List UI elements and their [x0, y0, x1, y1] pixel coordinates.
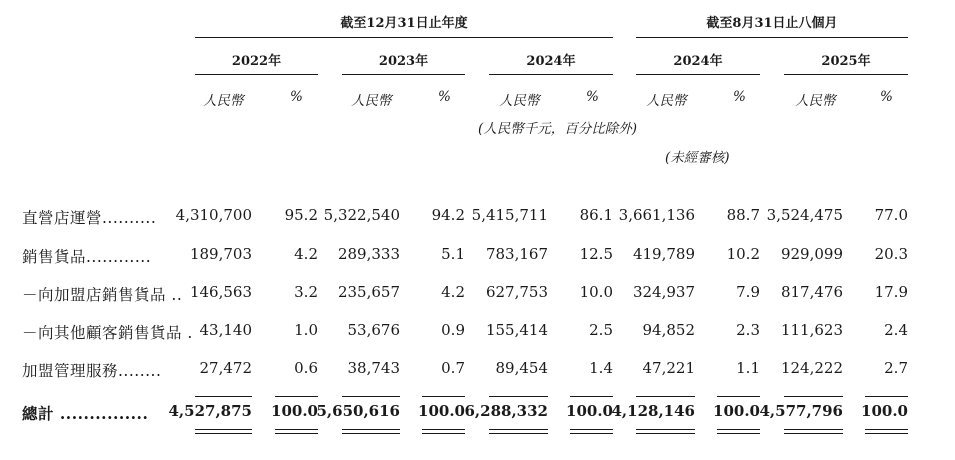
- year-header-2023: 2023年: [378, 54, 429, 69]
- total-rule: [570, 396, 613, 397]
- table-row-value: 3.2: [294, 283, 318, 301]
- total-rule: [342, 429, 400, 430]
- year-header-2022: 2022年: [231, 54, 282, 69]
- year-header-2024: 2024年: [526, 54, 576, 69]
- col-pct-2024: %: [586, 89, 599, 105]
- table-row-value: 5,415,711: [471, 206, 548, 224]
- header-fiscal-year-rule: [195, 37, 613, 38]
- table-row-value: 4,310,700: [175, 206, 252, 224]
- total-rule: [489, 429, 548, 430]
- col-pct-2025-8m: %: [880, 89, 893, 105]
- total-rule: [489, 396, 548, 397]
- table-row-value: 1.1: [736, 359, 760, 377]
- table-row-value: 94,852: [642, 321, 695, 339]
- total-row-label: 總計 ...............: [22, 404, 149, 423]
- header-eight-months: 截至8月31日止八個月: [706, 16, 838, 31]
- table-row-value: 1.0: [294, 321, 318, 339]
- year-rule-2022: [195, 74, 318, 75]
- total-row-value: 5,650,616: [316, 402, 400, 420]
- table-row-value: 17.9: [874, 283, 908, 301]
- table-row-value: 2.3: [736, 321, 760, 339]
- table-row-value: 124,222: [780, 359, 843, 377]
- table-row-label: 直營店運營..........: [22, 209, 157, 227]
- unit-note: (人民幣千元，百分比除外): [478, 121, 638, 137]
- table-row-value: 2.5: [589, 321, 613, 339]
- col-rmb-2025-8m: 人民幣: [795, 93, 836, 109]
- total-rule: [636, 396, 695, 397]
- table-row-value: 929,099: [780, 245, 843, 263]
- table-row-value: 88.7: [726, 206, 760, 224]
- year-rule-2024: [489, 74, 613, 75]
- table-row-value: 5.1: [441, 245, 465, 263]
- col-pct-2024-8m: %: [733, 89, 746, 105]
- year-header-2024-8m: 2024年: [673, 54, 723, 69]
- table-row-value: 27,472: [199, 359, 252, 377]
- table-row-value: 627,753: [485, 283, 548, 301]
- table-row-value: 189,703: [189, 245, 252, 263]
- year-rule-2025-8m: [784, 74, 908, 75]
- total-rule: [784, 433, 843, 434]
- table-row-value: 10.0: [579, 283, 613, 301]
- table-row-value: 289,333: [337, 245, 400, 263]
- unaudited-note: (未經審核): [665, 150, 730, 166]
- total-row-value: 100.0: [713, 402, 760, 420]
- total-rule: [865, 429, 908, 430]
- total-rule: [342, 433, 400, 434]
- header-fiscal-year: 截至12月31日止年度: [340, 16, 468, 31]
- total-rule: [489, 433, 548, 434]
- total-rule: [717, 429, 760, 430]
- total-row-value: 4,577,796: [759, 402, 843, 420]
- total-rule: [636, 433, 695, 434]
- table-row-value: 783,167: [485, 245, 548, 263]
- table-row-value: 47,221: [642, 359, 695, 377]
- total-row-value: 100.0: [566, 402, 613, 420]
- table-row-value: 324,937: [632, 283, 695, 301]
- total-rule: [717, 396, 760, 397]
- table-row-value: 1.4: [589, 359, 613, 377]
- total-rule: [784, 396, 843, 397]
- table-row-label: 銷售貨品............: [22, 248, 152, 266]
- year-rule-2023: [342, 74, 465, 75]
- total-rule: [570, 429, 613, 430]
- table-row-value: 95.2: [284, 206, 318, 224]
- total-rule: [422, 429, 465, 430]
- table-row-value: 12.5: [579, 245, 613, 263]
- table-row-value: 38,743: [347, 359, 400, 377]
- table-row-value: 146,563: [189, 283, 252, 301]
- col-pct-2023: %: [438, 89, 451, 105]
- header-eight-months-rule: [636, 37, 908, 38]
- total-rule: [865, 396, 908, 397]
- total-row-value: 100.0: [271, 402, 318, 420]
- col-pct-2022: %: [290, 89, 303, 105]
- total-rule: [636, 429, 695, 430]
- total-rule: [422, 433, 465, 434]
- total-row-value: 100.0: [418, 402, 465, 420]
- table-row-value: 89,454: [495, 359, 548, 377]
- table-row-value: 4.2: [441, 283, 465, 301]
- table-row-value: 3,661,136: [618, 206, 695, 224]
- table-row-value: 0.6: [294, 359, 318, 377]
- table-row-value: 7.9: [736, 283, 760, 301]
- total-rule: [195, 429, 252, 430]
- table-row-value: 4.2: [294, 245, 318, 263]
- total-rule: [865, 433, 908, 434]
- table-row-value: 2.7: [884, 359, 908, 377]
- table-row-value: 155,414: [485, 321, 548, 339]
- total-rule: [275, 429, 318, 430]
- total-row-value: 100.0: [861, 402, 908, 420]
- total-rule: [195, 433, 252, 434]
- table-row-value: 43,140: [199, 321, 252, 339]
- total-rule: [275, 396, 318, 397]
- table-row-value: 5,322,540: [323, 206, 400, 224]
- table-row-value: 53,676: [347, 321, 400, 339]
- col-rmb-2024-8m: 人民幣: [646, 93, 687, 109]
- total-rule: [717, 433, 760, 434]
- table-row-value: 10.2: [726, 245, 760, 263]
- total-row-value: 4,527,875: [168, 402, 252, 420]
- col-rmb-2024: 人民幣: [499, 93, 540, 109]
- total-rule: [342, 396, 400, 397]
- table-row-value: 77.0: [874, 206, 908, 224]
- table-row-value: 20.3: [874, 245, 908, 263]
- table-row-value: 94.2: [431, 206, 465, 224]
- total-rule: [195, 396, 252, 397]
- col-rmb-2023: 人民幣: [351, 93, 392, 109]
- total-rule: [422, 396, 465, 397]
- col-rmb-2022: 人民幣: [203, 93, 244, 109]
- table-row-label: －向其他顧客銷售貨品 .: [22, 324, 193, 342]
- table-row-label: 加盟管理服務........: [22, 362, 162, 380]
- year-rule-2024-8m: [636, 74, 760, 75]
- total-row-value: 6,288,332: [464, 402, 548, 420]
- table-row-value: 86.1: [579, 206, 613, 224]
- total-rule: [275, 433, 318, 434]
- table-row-value: 3,524,475: [766, 206, 843, 224]
- table-row-value: 2.4: [884, 321, 908, 339]
- table-row-value: 817,476: [780, 283, 843, 301]
- table-row-value: 0.9: [441, 321, 465, 339]
- year-header-2025-8m: 2025年: [821, 54, 871, 69]
- table-row-label: －向加盟店銷售貨品 ..: [22, 286, 183, 304]
- total-row-value: 4,128,146: [611, 402, 695, 420]
- table-row-value: 235,657: [337, 283, 400, 301]
- total-rule: [784, 429, 843, 430]
- table-row-value: 419,789: [632, 245, 695, 263]
- total-rule: [570, 433, 613, 434]
- table-row-value: 0.7: [441, 359, 465, 377]
- table-row-value: 111,623: [780, 321, 843, 339]
